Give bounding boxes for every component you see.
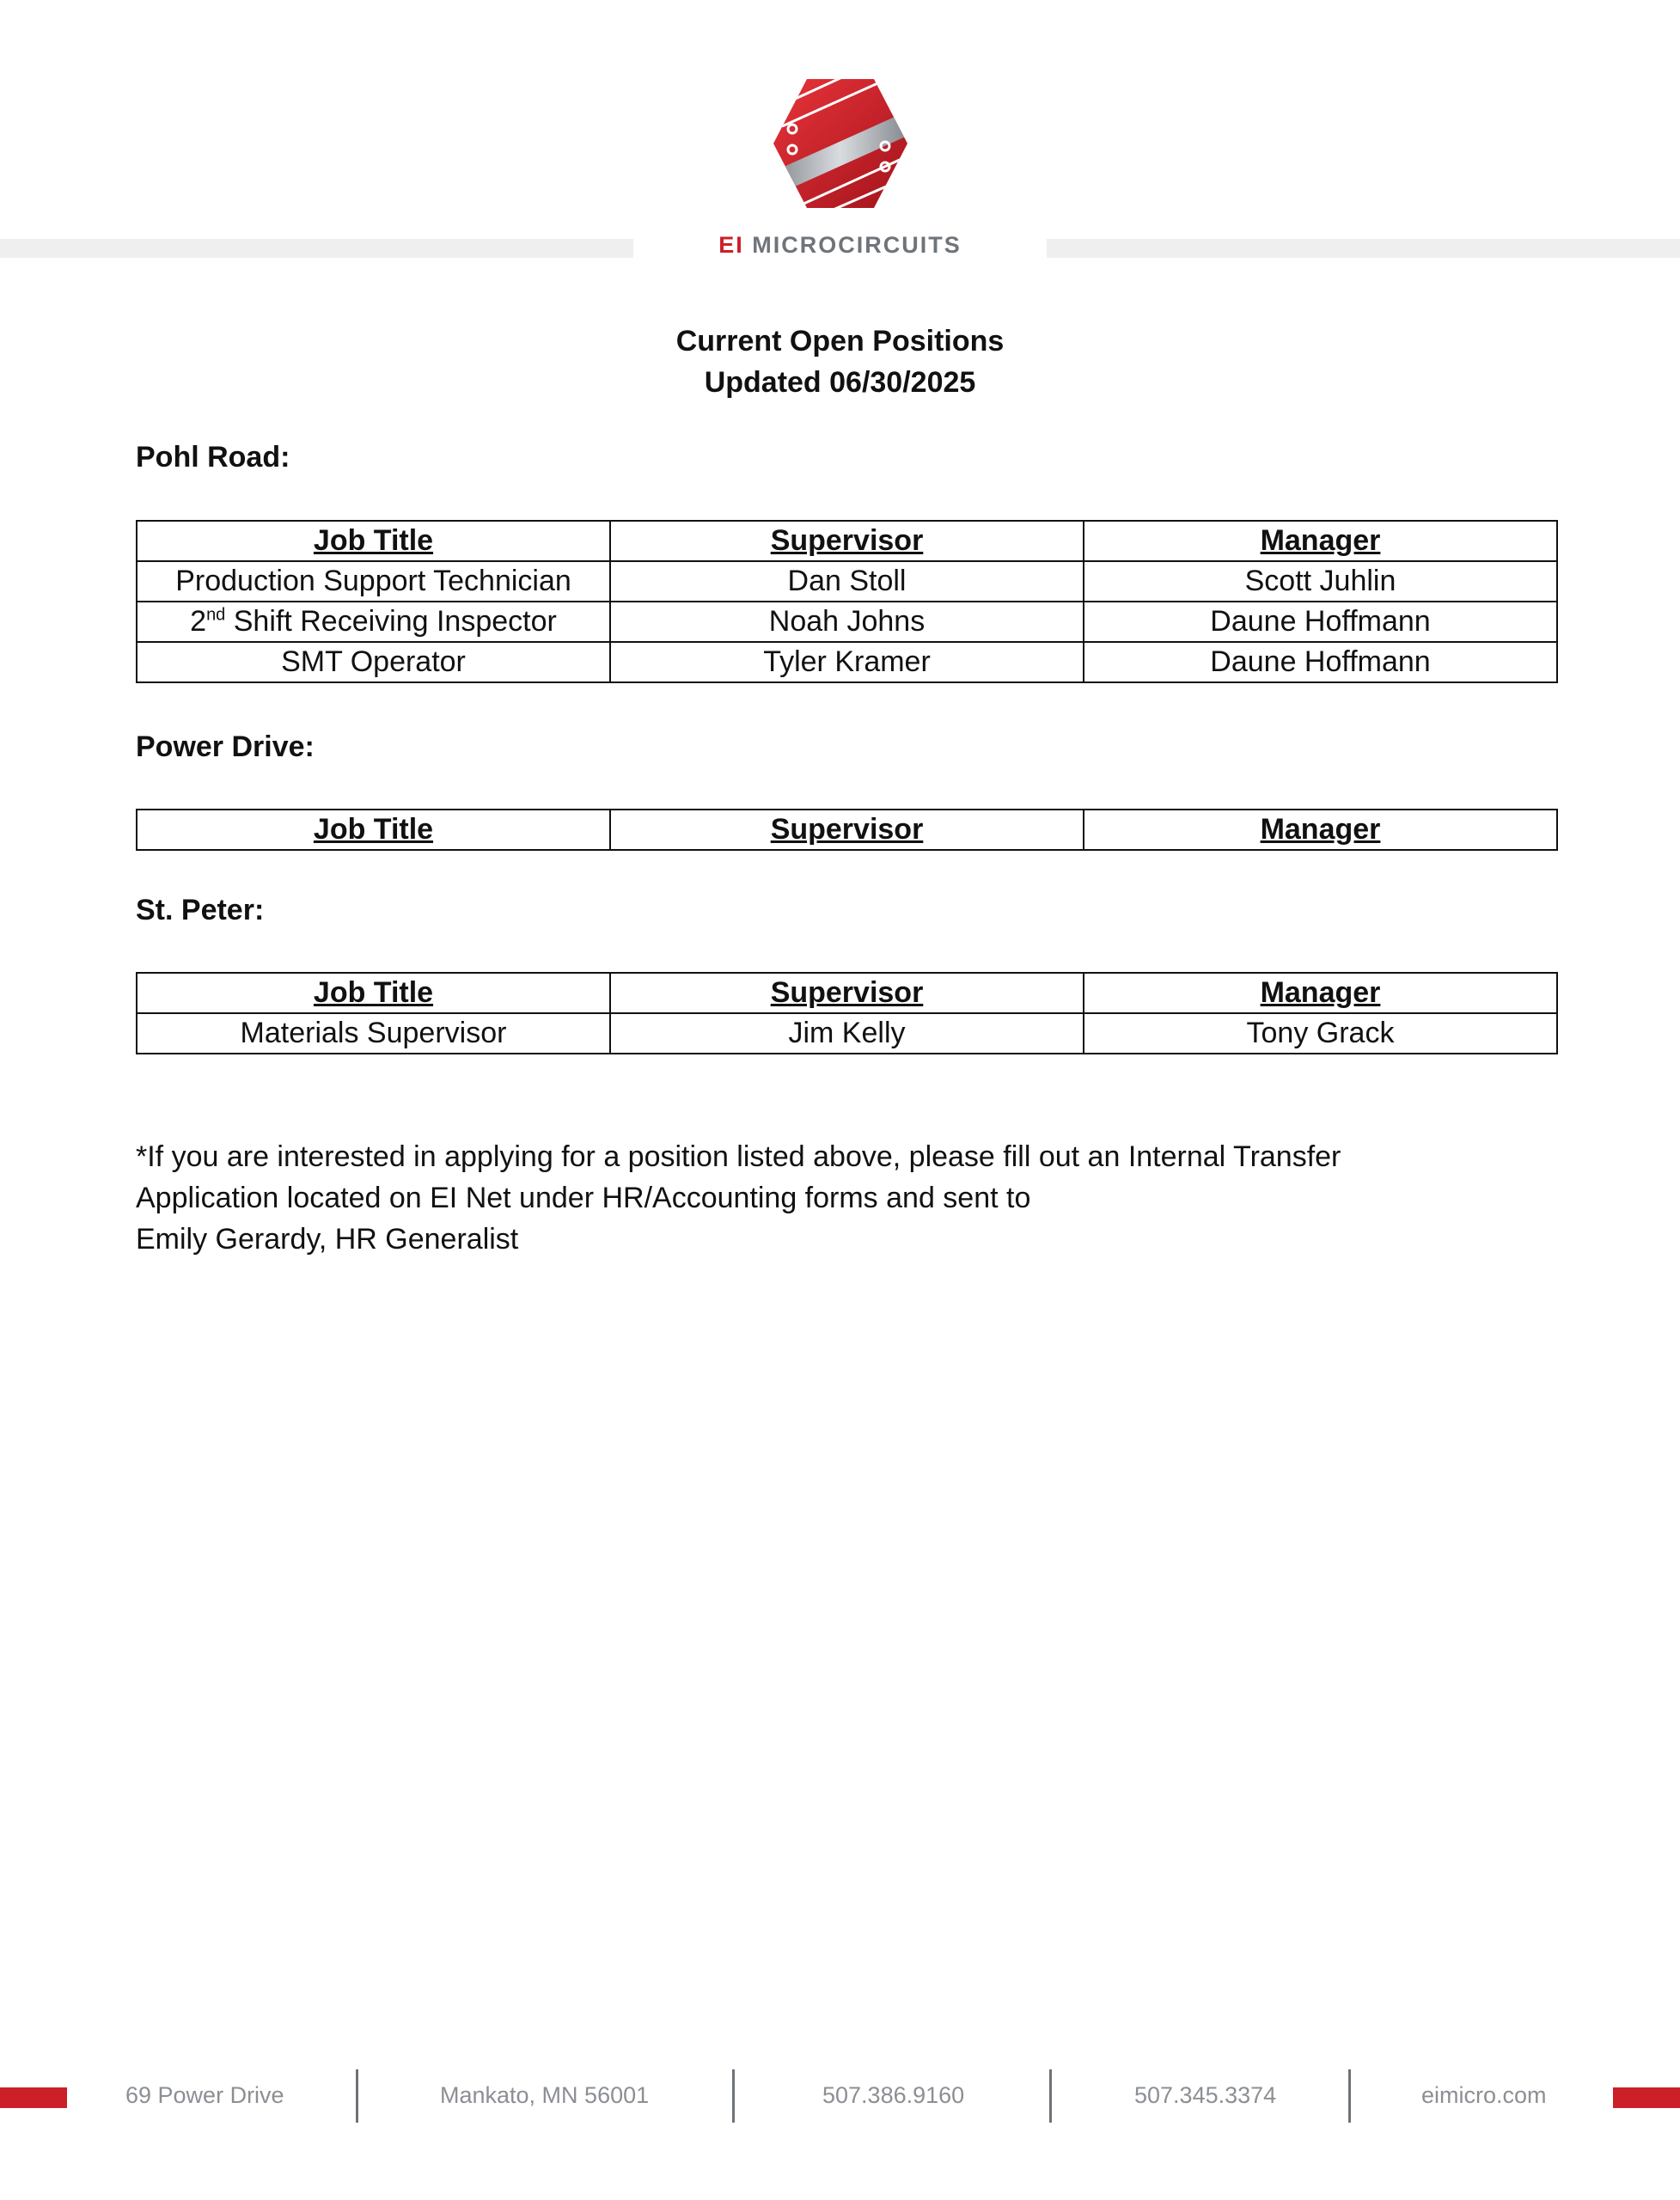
company-logo-wordmark (0, 232, 1680, 259)
document-title-block (0, 321, 1680, 403)
manager-cell: Scott Juhlin (1084, 561, 1557, 602)
manager-cell: Tony Grack (1084, 1013, 1557, 1054)
column-header-job-title: Job Title (137, 521, 610, 561)
positions-table-st-peter (136, 972, 1558, 1054)
footer-divider (356, 2069, 358, 2123)
column-header-supervisor: Supervisor (610, 973, 1084, 1013)
column-header-manager: Manager (1084, 521, 1557, 561)
footer-phone-2: 507.345.3374 (1134, 2082, 1277, 2108)
manager-cell: Daune Hoffmann (1084, 642, 1557, 682)
section-title-st-peter: St. Peter: (136, 894, 265, 926)
job-ordinal-suffix: nd (206, 605, 226, 625)
table-row (137, 602, 1557, 642)
footer-website[interactable]: eimicro.com (1421, 2082, 1547, 2108)
job-ordinal: 2 (190, 605, 207, 638)
footer-phone-1: 507.386.9160 (822, 2082, 965, 2108)
note-line-1: *If you are interested in applying for a position listed above, please fill out an Internal Transfer (136, 1140, 1341, 1173)
footer-address: 69 Power Drive (125, 2082, 284, 2108)
job-title-cell: Production Support Technician (137, 561, 610, 602)
job-title-cell: SMT Operator (137, 642, 610, 682)
job-title-cell (137, 602, 610, 642)
supervisor-cell: Noah Johns (610, 602, 1084, 642)
table-header-row (137, 973, 1557, 1013)
supervisor-cell: Jim Kelly (610, 1013, 1084, 1054)
column-header-job-title: Job Title (137, 810, 610, 850)
positions-table-pohl-road (136, 520, 1558, 683)
positions-table-power-drive (136, 809, 1558, 851)
application-note (136, 1136, 1597, 1260)
footer-divider (1049, 2069, 1052, 2123)
footer-divider (732, 2069, 735, 2123)
updated-date: Updated 06/30/2025 (704, 366, 976, 399)
footer-divider (1348, 2069, 1351, 2123)
table-row (137, 1013, 1557, 1054)
footer-accent-left (0, 2087, 67, 2108)
column-header-manager: Manager (1084, 810, 1557, 850)
table-row (137, 561, 1557, 602)
table-row (137, 642, 1557, 682)
page-title: Current Open Positions (675, 325, 1005, 358)
logo-ei: EI (718, 232, 744, 258)
column-header-job-title: Job Title (137, 973, 610, 1013)
footer-city: Mankato, MN 56001 (440, 2082, 650, 2108)
table-header-row (137, 810, 1557, 850)
supervisor-cell: Tyler Kramer (610, 642, 1084, 682)
manager-cell: Daune Hoffmann (1084, 602, 1557, 642)
column-header-supervisor: Supervisor (610, 810, 1084, 850)
table-header-row (137, 521, 1557, 561)
footer-accent-right (1613, 2087, 1680, 2108)
job-title-cell: Materials Supervisor (137, 1013, 610, 1054)
company-logo-icon (773, 79, 907, 208)
job-title-rest: Shift Receiving Inspector (225, 605, 557, 638)
note-line-2: Application located on EI Net under HR/Accounting forms and sent to (136, 1182, 1031, 1214)
section-title-power-drive: Power Drive: (136, 730, 315, 763)
note-line-3: Emily Gerardy, HR Generalist (136, 1223, 519, 1256)
supervisor-cell: Dan Stoll (610, 561, 1084, 602)
logo-microcircuits: MICROCIRCUITS (752, 232, 962, 258)
column-header-manager: Manager (1084, 973, 1557, 1013)
section-title-pohl-road: Pohl Road: (136, 441, 290, 474)
column-header-supervisor: Supervisor (610, 521, 1084, 561)
